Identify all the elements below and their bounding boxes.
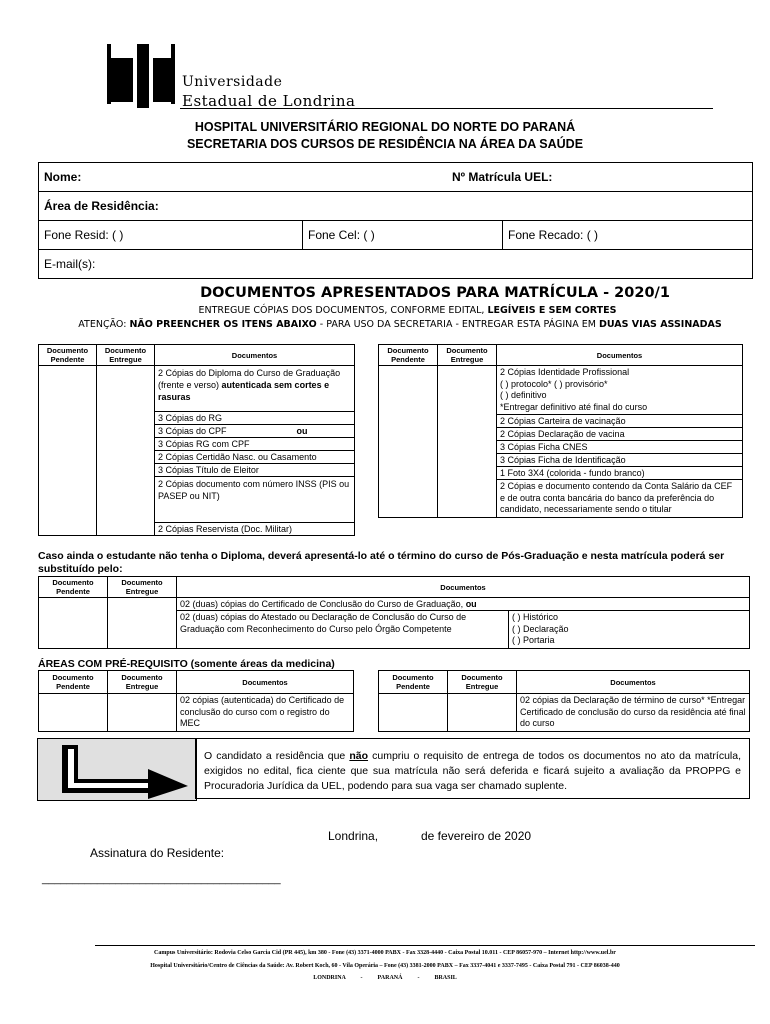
- col-entregue: Documento Entregue: [438, 345, 497, 366]
- entregue-cell[interactable]: [108, 598, 177, 649]
- col-documentos: Documentos: [155, 345, 355, 366]
- col-pendente: Documento Pendente: [39, 577, 108, 598]
- option-declaracao[interactable]: ( ) Declaração: [512, 623, 569, 634]
- doc-item: 2 Cópias Identidade Profissional ( ) protocolo* ( ) provisório* ( ) definitivo *Entregar definitivo até final do curso: [497, 366, 743, 415]
- doc-item: 2 Cópias Certidão Nasc. ou Casamento: [155, 451, 355, 464]
- pendente-cell[interactable]: [39, 694, 108, 732]
- pendente-cell[interactable]: [379, 694, 448, 732]
- logo-text-line2: Estadual de Londrina: [182, 92, 356, 110]
- doc-item: 2 Cópias do Diploma do Curso de Graduação (frente e verso) autenticada sem cortes e rasuras: [155, 366, 355, 412]
- left-documents-table: [38, 344, 355, 536]
- fone-cel-field[interactable]: Fone Cel: ( ): [308, 228, 375, 242]
- right-documents-table: [378, 344, 743, 518]
- col-entregue: Documento Entregue: [97, 345, 155, 366]
- entregue-cell[interactable]: [108, 694, 177, 732]
- docs-subtitle-2: ATENÇÃO: NÃO PREENCHER OS ITENS ABAIXO - PARA USO DA SECRETARIA - ENTREGAR ESTA PÁGINA EM DUAS VIAS ASSINADAS: [78, 319, 722, 330]
- col-entregue: Documento Entregue: [108, 577, 177, 598]
- prereq-title: ÁREAS COM PRÉ-REQUISITO (somente áreas da medicina): [38, 658, 335, 670]
- entregue-cell[interactable]: [97, 366, 155, 536]
- footer-divider: [95, 945, 755, 946]
- entregue-cell[interactable]: [448, 694, 517, 732]
- col-entregue: Documento Entregue: [448, 671, 517, 694]
- arrow-icon: [37, 738, 197, 801]
- logo-text-line1: Universidade: [182, 74, 283, 90]
- doc-item: 3 Cópias RG com CPF: [155, 438, 355, 451]
- fone-recado-field[interactable]: Fone Recado: ( ): [508, 228, 599, 242]
- sign-city: Londrina,: [328, 829, 379, 843]
- pendente-cell[interactable]: [39, 598, 108, 649]
- prereq-right-table: [378, 670, 750, 732]
- doc-options: [509, 611, 750, 649]
- docs-title: DOCUMENTOS APRESENTADOS PARA MATRÍCULA - 2020/1: [200, 285, 670, 301]
- sign-line[interactable]: _______________________________________: [42, 873, 281, 885]
- doc-item: 3 Cópias Ficha de Identificação: [497, 454, 743, 467]
- prereq-left-table: [38, 670, 354, 732]
- sign-label: Assinatura do Residente:: [90, 846, 225, 860]
- student-info-form: [38, 162, 753, 279]
- matricula-notice: O candidato a residência que não cumpriu o requisito de entrega de todos os documentos no ato da matrícula, exigidos no edital, fica ciente que sua matrícula não será deferida e ficará sujeito a avaliação da PROPPG e Procuradoria Jurídica da UEL, podendo para sua vaga ser chamado suplente.: [195, 738, 750, 799]
- col-documentos: Documentos: [497, 345, 743, 366]
- option-portaria[interactable]: ( ) Portaria: [512, 635, 555, 645]
- footer-line1: Campus Universitário: Rodovia Celso Garcia Cid (PR 445), km 380 - Fone (43) 3371-4000 PABX - Fax 3328-4440 - Caixa Postal 10.011 - CEP 86057-970 – Internet http://www.uel.br: [154, 950, 616, 956]
- header-line1: HOSPITAL UNIVERSITÁRIO REGIONAL DO NORTE DO PARANÁ: [194, 120, 576, 134]
- header-line2: SECRETARIA DOS CURSOS DE RESIDÊNCIA NA ÁREA DA SAÚDE: [186, 137, 584, 151]
- col-pendente: Documento Pendente: [379, 345, 438, 366]
- doc-item: 02 cópias (autenticada) do Certificado de conclusão do curso com o registro do MEC: [177, 694, 354, 732]
- fone-resid-field[interactable]: Fone Resid: ( ): [44, 228, 124, 242]
- sign-date: de fevereiro de 2020: [421, 829, 532, 843]
- docs-subtitle-1: ENTREGUE CÓPIAS DOS DOCUMENTOS, CONFORME EDITAL, LEGÍVEIS E SEM CORTES: [198, 305, 617, 316]
- doc-item: 02 (duas) cópias do Certificado de Conclusão do Curso de Graduação, ou: [177, 598, 750, 611]
- col-pendente: Documento Pendente: [379, 671, 448, 694]
- option-historico[interactable]: ( ) Histórico: [512, 612, 559, 622]
- doc-item: 2 Cópias Reservista (Doc. Militar): [155, 523, 355, 536]
- col-documentos: Documentos: [177, 671, 354, 694]
- university-logo-icon: [107, 44, 175, 108]
- pendente-cell[interactable]: [39, 366, 97, 536]
- diploma-table: [38, 576, 750, 649]
- doc-item: 2 Cópias Declaração de vacina: [497, 428, 743, 441]
- matricula-field[interactable]: Nº Matrícula UEL:: [452, 170, 553, 184]
- diploma-note: Caso ainda o estudante não tenha o Diploma, deverá apresentá-lo até o término do curso de Pós-Graduação e nesta matrícula poderá ser substituído pelo:: [38, 550, 725, 575]
- doc-item: 02 cópias da Declaração de término de curso* *Entregar Certificado de conclusão do curso da residência até final do curso: [517, 694, 750, 732]
- pendente-cell[interactable]: [379, 366, 438, 518]
- col-pendente: Documento Pendente: [39, 345, 97, 366]
- doc-item: 1 Foto 3X4 (colorida - fundo branco): [497, 467, 743, 480]
- email-field[interactable]: E-mail(s):: [44, 257, 96, 271]
- col-documentos: Documentos: [517, 671, 750, 694]
- doc-item: 2 Cópias Carteira de vacinação: [497, 415, 743, 428]
- logo-divider: [180, 108, 713, 109]
- area-field[interactable]: Área de Residência:: [44, 199, 159, 213]
- doc-item: 2 Cópias documento com número INSS (PIS ou PASEP ou NIT): [155, 477, 355, 523]
- footer-line2: Hospital Universitário/Centro de Ciências da Saúde: Av. Robert Koch, 60 - Vila Operária – Fone (43) 3381-2000 PABX – Fax 3337-4041 e 3337-7495 - Caixa Postal 791 - CEP 86038-440: [150, 963, 620, 969]
- doc-item: 3 Cópias Ficha CNES: [497, 441, 743, 454]
- doc-item: 3 Cópias do CPF ou: [155, 425, 355, 438]
- doc-item: 2 Cópias e documento contendo da Conta Salário da CEF e de outra conta bancária do banco da preferência do candidato, necessariamente sendo o titular: [497, 480, 743, 518]
- col-documentos: Documentos: [177, 577, 750, 598]
- doc-item: 3 Cópias Título de Eleitor: [155, 464, 355, 477]
- col-pendente: Documento Pendente: [39, 671, 108, 694]
- entregue-cell[interactable]: [438, 366, 497, 518]
- col-entregue: Documento Entregue: [108, 671, 177, 694]
- doc-item: 02 (duas) cópias do Atestado ou Declaração de Conclusão do Curso de Graduação com Reconhecimento do Curso pelo Órgão Competente: [177, 611, 509, 649]
- doc-item: 3 Cópias do RG: [155, 412, 355, 425]
- footer-line3: LONDRINA - PARANÁ - BRASIL: [313, 975, 457, 981]
- nome-field[interactable]: Nome:: [44, 170, 82, 184]
